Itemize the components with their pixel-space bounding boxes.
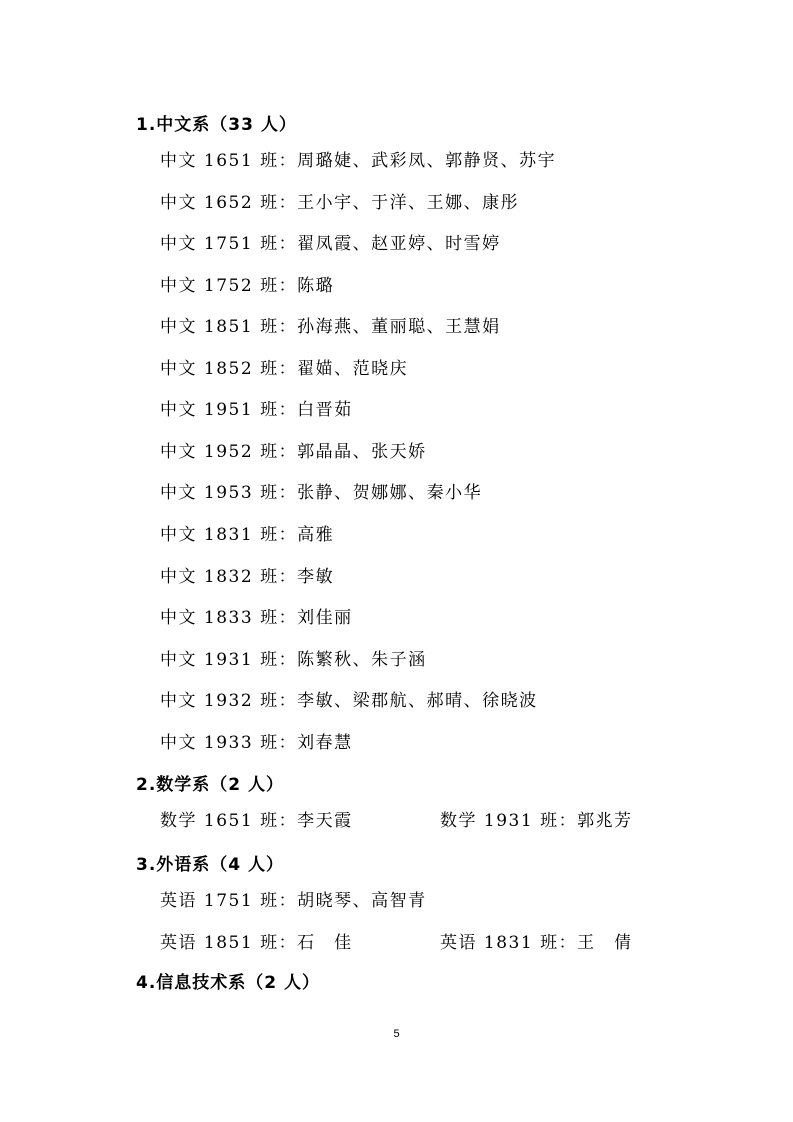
class-line: 中文 1832 班：李敏 — [160, 567, 335, 587]
section-heading-math: 2.数学系（2 人） — [136, 775, 285, 795]
class-line: 英语 1851 班：石 佳 — [160, 933, 353, 953]
class-line: 英语 1831 班：王 倩 — [440, 933, 633, 953]
section-heading-foreign-languages: 3.外语系（4 人） — [136, 855, 285, 875]
class-line: 数学 1651 班：李天霞 — [160, 811, 353, 831]
class-line: 中文 1831 班：高雅 — [160, 525, 335, 545]
class-line: 英语 1751 班：胡晓琴、高智青 — [160, 891, 427, 911]
section-heading-chinese: 1.中文系（33 人） — [136, 115, 297, 135]
class-line: 中文 1651 班：周璐婕、武彩凤、郭静贤、苏宇 — [160, 151, 557, 171]
class-line: 中文 1752 班：陈璐 — [160, 276, 335, 296]
page-number: 5 — [393, 1028, 400, 1040]
class-line: 中文 1833 班：刘佳丽 — [160, 608, 353, 628]
class-line: 中文 1931 班：陈繁秋、朱子涵 — [160, 650, 427, 670]
section-heading-information-technology: 4.信息技术系（2 人） — [136, 973, 321, 993]
class-line: 中文 1953 班：张静、贺娜娜、秦小华 — [160, 483, 483, 503]
class-line: 中文 1652 班：王小宇、于洋、王娜、康彤 — [160, 193, 520, 213]
class-line: 数学 1931 班：郭兆芳 — [440, 811, 633, 831]
class-line: 中文 1932 班：李敏、梁郡航、郝晴、徐晓波 — [160, 691, 538, 711]
class-line: 中文 1751 班：翟凤霞、赵亚婷、时雪婷 — [160, 234, 501, 254]
class-line: 中文 1852 班：翟媌、范晓庆 — [160, 359, 409, 379]
class-line: 中文 1952 班：郭晶晶、张天娇 — [160, 442, 427, 462]
class-line: 中文 1851 班：孙海燕、董丽聪、王慧娟 — [160, 317, 501, 337]
class-line: 中文 1951 班：白晋茹 — [160, 400, 353, 420]
class-line: 中文 1933 班：刘春慧 — [160, 733, 353, 753]
